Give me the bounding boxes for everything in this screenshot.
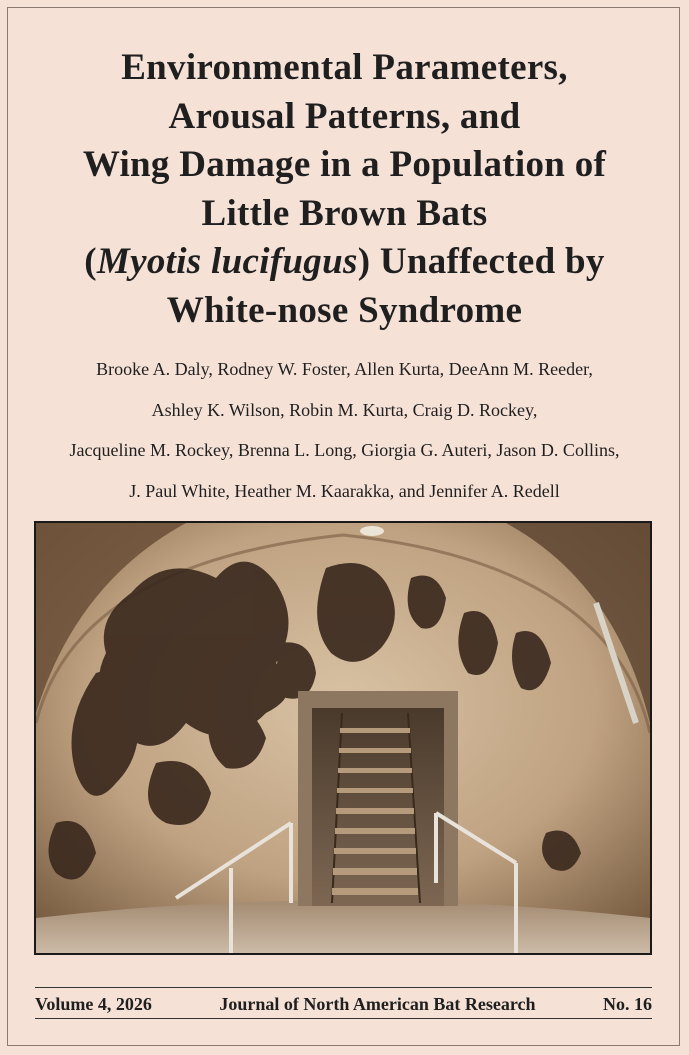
title-paren-open: ( — [84, 241, 97, 282]
author-line: Jacqueline M. Rockey, Brenna L. Long, Giorgia G. Auteri, Jason D. Collins, — [69, 440, 620, 460]
footer-rule-top — [35, 987, 652, 988]
volume-label: Volume 4, 2026 — [35, 994, 152, 1014]
author-line: J. Paul White, Heather M. Kaarakka, and Jennifer A. Redell — [129, 480, 560, 501]
title-line: Little Brown Bats — [201, 192, 488, 234]
cover-photo — [34, 521, 652, 955]
author-line: Brooke A. Daly, Rodney W. Foster, Allen Kurta, DeeAnn M. Reeder, — [96, 359, 593, 379]
journal-footer — [35, 994, 652, 1015]
journal-name: Journal of North American Bat Research — [219, 994, 536, 1014]
cover-photo-illustration — [36, 523, 650, 953]
title-line: White-nose Syndrome — [166, 289, 523, 331]
author-list — [15, 349, 674, 511]
author-line: Ashley K. Wilson, Robin M. Kurta, Craig D. Rockey, — [151, 399, 538, 420]
issue-number: No. 16 — [603, 994, 652, 1014]
title-line: Wing Damage in a Population of — [82, 144, 607, 185]
title-line: Environmental Parameters, — [121, 47, 568, 88]
title-line: Arousal Patterns, and — [168, 95, 521, 137]
title-line — [20, 238, 669, 287]
footer-rule-bottom — [35, 1018, 652, 1019]
title-line-rest: ) Unaffected by — [357, 241, 605, 282]
article-title — [20, 44, 669, 335]
species-name: Myotis lucifugus — [96, 241, 358, 282]
